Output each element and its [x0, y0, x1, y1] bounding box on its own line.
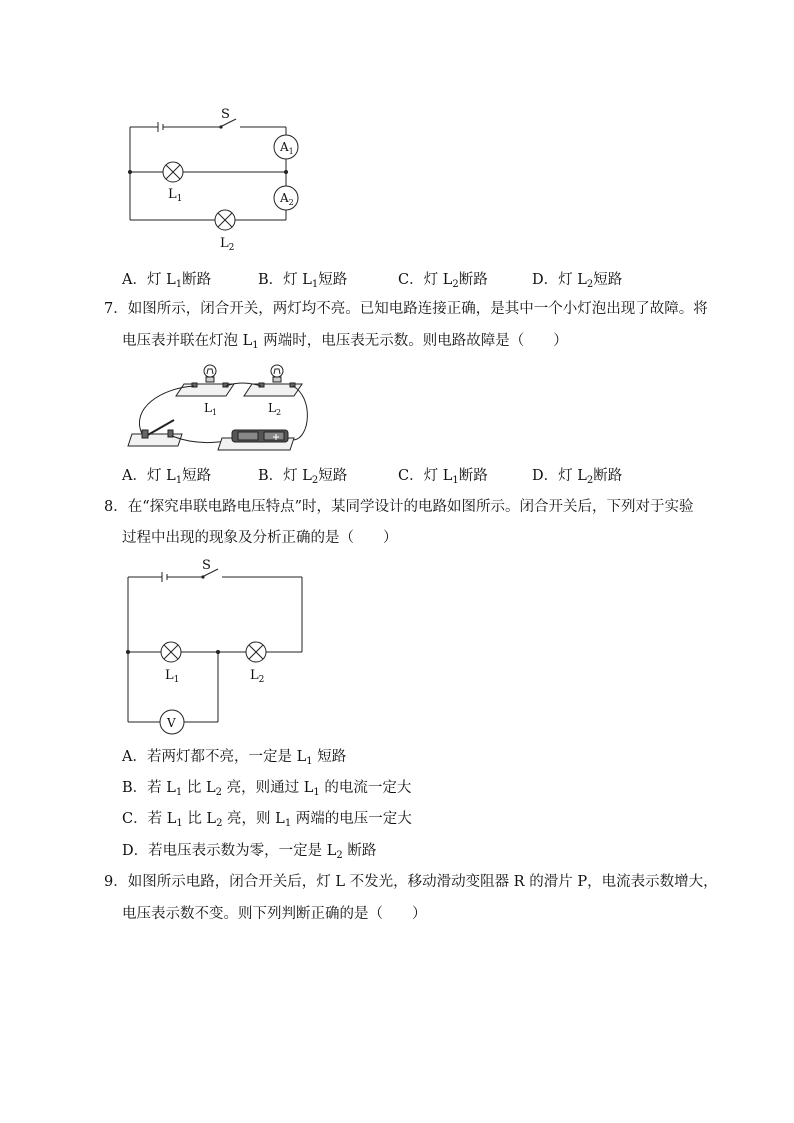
q9-stem-line-1: 9．如图所示电路，闭合开关后，灯 L 不发光，移动滑动变阻器 R 的滑片 P，电流表示数增大，: [104, 874, 718, 890]
switch-board: [128, 434, 182, 446]
ammeter-2-label: $A_2$: [280, 191, 294, 207]
q7-lamp-2-label: $L_2$: [268, 401, 282, 417]
lamp-2-label: $L_2$: [220, 236, 235, 253]
q8-voltmeter-label: V: [167, 716, 176, 730]
q8-option-a[interactable]: A．若两灯都不亮，一定是 $L_1$ 短路: [122, 749, 347, 767]
q7-lamp-1-label: $L_1$: [204, 401, 218, 417]
bulb-1-icon: [204, 365, 216, 377]
q7-physical-circuit-picture: [122, 358, 322, 458]
q8-option-c[interactable]: C．若 $L_1$ 比 $L_2$ 亮，则 $L_1$ 两端的电压一定大: [122, 811, 412, 829]
q8-option-b[interactable]: B．若 $L_1$ 比 $L_2$ 亮，则通过 $L_1$ 的电流一定大: [122, 780, 412, 798]
q6-option-d[interactable]: D．灯 $L_2$短路: [532, 272, 623, 290]
q7-option-d[interactable]: D．灯 $L_2$断路: [532, 468, 623, 486]
q8-switch-label: S: [202, 558, 211, 573]
q8-option-d[interactable]: D．若电压表示数为零，一定是 $L_2$ 断路: [122, 843, 377, 861]
q7-stem-line-1: 7．如图所示，闭合开关，两灯均不亮。已知电路连接正确，是其中一个小灯泡出现了故障。将: [104, 301, 708, 317]
q6-option-c[interactable]: C．灯 $L_2$断路: [398, 272, 488, 290]
q8-stem-line-1: 8．在“探究串联电路电压特点”时，某同学设计的电路如图所示。闭合开关后，下列对于实验: [104, 499, 694, 515]
bulb-2-icon: [271, 365, 283, 377]
q7-stem-line-2: 电压表并联在灯泡 $L_1$ 两端时，电压表无示数。则电路故障是（ ）: [122, 333, 568, 351]
q8-lamp-2-label: $L_2$: [250, 668, 265, 685]
q8-stem-line-2: 过程中出现的现象及分析正确的是（ ）: [122, 530, 398, 546]
lamp-1-label: $L_1$: [168, 187, 183, 204]
q8-lamp-1-label: $L_1$: [165, 668, 180, 685]
q6-option-b[interactable]: B．灯 $L_1$短路: [258, 272, 348, 290]
q6-circuit-diagram: [120, 100, 310, 260]
q7-option-c[interactable]: C．灯 $L_1$断路: [398, 468, 488, 486]
switch-label: S: [221, 107, 230, 122]
q7-option-a[interactable]: A．灯 $L_1$短路: [122, 468, 212, 486]
q9-stem-line-2: 电压表示数不变。则下列判断正确的是（ ）: [122, 906, 427, 922]
q7-option-b[interactable]: B．灯 $L_2$短路: [258, 468, 348, 486]
q6-option-a[interactable]: A．灯 $L_1$断路: [122, 272, 212, 290]
ammeter-1-label: $A_1$: [280, 140, 294, 156]
q8-circuit-diagram: [118, 556, 318, 736]
